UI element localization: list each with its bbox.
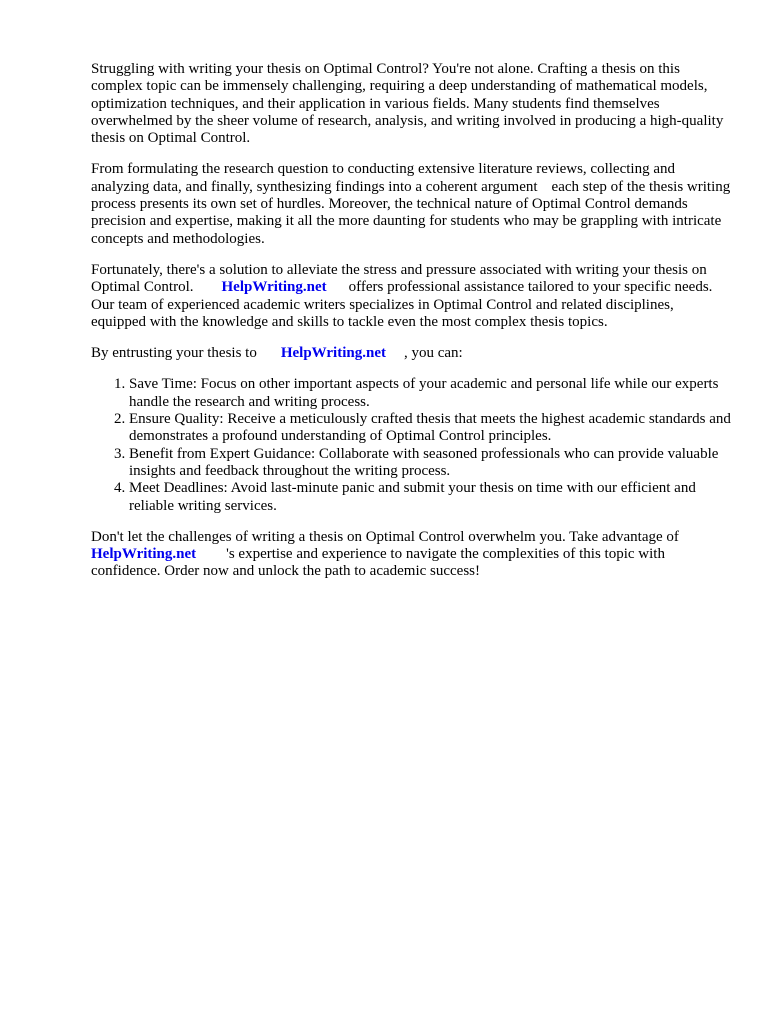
list-item: 1. Save Time: Focus on other important aspects of your academic and personal life while our experts handle the research and writing process. (129, 376, 731, 411)
document-body (91, 61, 731, 595)
benefits-list (91, 376, 731, 514)
entrust-paragraph (91, 345, 731, 362)
solution-paragraph (91, 262, 731, 331)
list-item: 4. Meet Deadlines: Avoid last-minute panic and submit your thesis on time with our efficient and reliable writing services. (129, 480, 731, 515)
helpwriting-link[interactable]: HelpWriting.net (221, 279, 327, 296)
entrust-text-a: By entrusting your thesis to (91, 345, 257, 362)
list-item: 2. Ensure Quality: Receive a meticulously crafted thesis that meets the highest academic standards and demonstrates a profound understanding of Optimal Control principles. (129, 411, 731, 446)
closing-text-a: Don't let the challenges of writing a thesis on Optimal Control overwhelm you. Take advantage of (91, 528, 679, 545)
challenges-text-b: each step of the thesis writing process presents its own set of hurdles. Moreover, the technical nature of Optimal Control demands precision and expertise, making it all the more daunting for students who may be grappling with intricate concepts and methodologies. (91, 178, 731, 247)
solution-text-a: Fortunately, there's a solution to alleviate the stress and pressure associated with writing your thesis on Optimal Control. (91, 261, 707, 296)
solution-text-b: offers professional assistance tailored to your specific needs. Our team of experienced academic writers specializes in Optimal Control and related disciplines, equipped with the knowledge and skills to tackle even the most complex thesis topics. (91, 279, 713, 330)
challenges-paragraph (91, 161, 731, 247)
closing-text-b: 's expertise and experience to navigate the complexities of this topic with confidence. Order now and unlock the path to academic success! (91, 546, 665, 580)
helpwriting-link[interactable]: HelpWriting.net (91, 546, 197, 563)
helpwriting-link[interactable]: HelpWriting.net (280, 345, 386, 362)
closing-paragraph (91, 529, 731, 581)
challenges-text-a: From formulating the research question to conducting extensive literature reviews, collecting and analyzing data, and finally, synthesizing findings into a coherent argument (91, 161, 675, 195)
intro-paragraph: Struggling with writing your thesis on Optimal Control? You're not alone. Crafting a thesis on this complex topic can be immensely challenging, requiring a deep understanding of mathematical models, optimization techniques, and their application in various fields. Many students find themselves overwhelmed by the sheer volume of research, analysis, and writing involved in producing a high-quality thesis on Optimal Control. (91, 61, 724, 147)
list-item: 3. Benefit from Expert Guidance: Collaborate with seasoned professionals who can provide valuable insights and feedback throughout the writing process. (129, 446, 731, 481)
entrust-text-b: , you can: (403, 345, 463, 362)
